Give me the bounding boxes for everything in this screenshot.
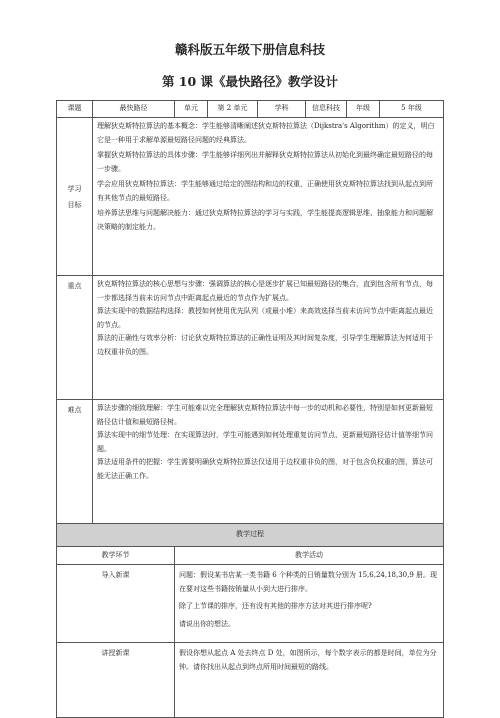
process-header-row (57, 547, 444, 565)
step-name: 导入新课 (57, 565, 175, 643)
key-point-paragraph: 狄克斯特拉算法的核心思想与步骤：强调算法的核心是逐步扩展已知最短路径的集合，直到包含所有节点，每一步都选择当前未访问节点中距离起点最近的节点作为扩展点。 (97, 280, 433, 302)
unit-value: 第 2 单元 (208, 101, 258, 118)
key-point-paragraph: 算法实现中的数据结构选择：教授如何使用优先队列（或最小堆）来高效选择当前未访问节点中距离起点最近的节点。 (97, 307, 433, 329)
grade-label: 年级 (347, 101, 380, 118)
key-points-row (57, 276, 444, 400)
grade-value: 5 年级 (380, 101, 444, 118)
activity-column-header: 教学活动 (175, 547, 444, 565)
difficulties-row (57, 400, 444, 524)
activity-paragraph: 除了上节课的排序，还有没有其他的排序方法对其进行排序呢? (179, 602, 372, 610)
difficulty-paragraph: 算法步骤的细致理解：学生可能难以完全理解狄克斯特拉算法中每一步的动机和必要性，特别是如何更新最短路径估计值和最短路径树。 (97, 404, 433, 426)
header-row (57, 101, 444, 118)
goal-paragraph: 理解狄克斯特拉算法的基本概念：学生能够清晰阐述狄克斯特拉算法（Dijkstra's Algorithm）的定义，明白它是一种用于求解单源最短路径问题的经典算法。 (97, 122, 435, 144)
goals-label: 学习目标 (57, 118, 93, 276)
difficulties-label: 难点 (57, 400, 93, 524)
activity-paragraph: 问题：假设某书店某一类书籍 6 个种类的日销量数分别为 15,6,24,18,30,9 册。现在要对这些书籍按销量从小到大进行排序。 (179, 571, 438, 593)
key-points-label: 重点 (57, 276, 93, 400)
topic-value: 最快路径 (93, 101, 175, 118)
difficulties-content (93, 400, 444, 524)
goal-paragraph: 掌握狄克斯特拉算法的具体步骤：学生能够详细列出并解释狄克斯特拉算法从初始化到最终确定最短路径的每一步骤。 (97, 151, 433, 173)
key-points-content (93, 276, 444, 400)
subject-value: 信息科技 (306, 101, 347, 118)
goal-paragraph: 培养算法思维与问题解决能力：通过狄克斯特拉算法的学习与实践，学生能提高逻辑思维、抽象能力和问题解决策略的制定能力。 (97, 209, 433, 231)
process-section-row (57, 524, 444, 547)
lesson-plan-table (56, 100, 444, 718)
key-point-paragraph: 算法的正确性与效率分析：讨论狄克斯特拉算法的正确性证明及其时间复杂度，引导学生理解算法为何适用于边权重非负的图。 (97, 334, 433, 356)
difficulty-paragraph: 算法适用条件的把握：学生需要明确狄克斯特拉算法仅适用于边权重非负的图，对于包含负权重的图，算法可能无法正确工作。 (97, 458, 433, 480)
subject-label: 学科 (258, 101, 306, 118)
document-title: 赣科版五年级下册信息科技 (174, 42, 325, 57)
activity-content (175, 643, 444, 718)
goals-row (57, 118, 444, 276)
process-section-title: 教学过程 (57, 524, 444, 547)
process-row (57, 565, 444, 643)
process-row (57, 643, 444, 718)
lesson-title: 第 10 课《最快路径》教学设计 (161, 74, 339, 89)
activity-paragraph: 假设你想从起点 A 处去终点 D 处，如图所示，每个数字表示的都是时间，单位为分钟。请你找出从起点到终点所用时间最短的路线。 (179, 649, 437, 671)
goal-paragraph: 学会应用狄克斯特拉算法：学生能够通过给定的图结构和边的权重，正确使用狄克斯特拉算法找到从起点到所有其他节点的最短路径。 (97, 180, 433, 202)
step-name: 讲授新课 (57, 643, 175, 718)
goals-content (93, 118, 444, 276)
activity-content (175, 565, 444, 643)
topic-label: 课题 (57, 101, 93, 118)
unit-label: 单元 (175, 101, 208, 118)
activity-paragraph: 请说出你的想法。 (179, 619, 235, 628)
difficulty-paragraph: 算法实现中的细节处理：在实现算法时，学生可能遇到如何处理重复访问节点、更新最短路径估计值等细节问题。 (97, 431, 433, 453)
step-column-header: 教学环节 (57, 547, 175, 565)
